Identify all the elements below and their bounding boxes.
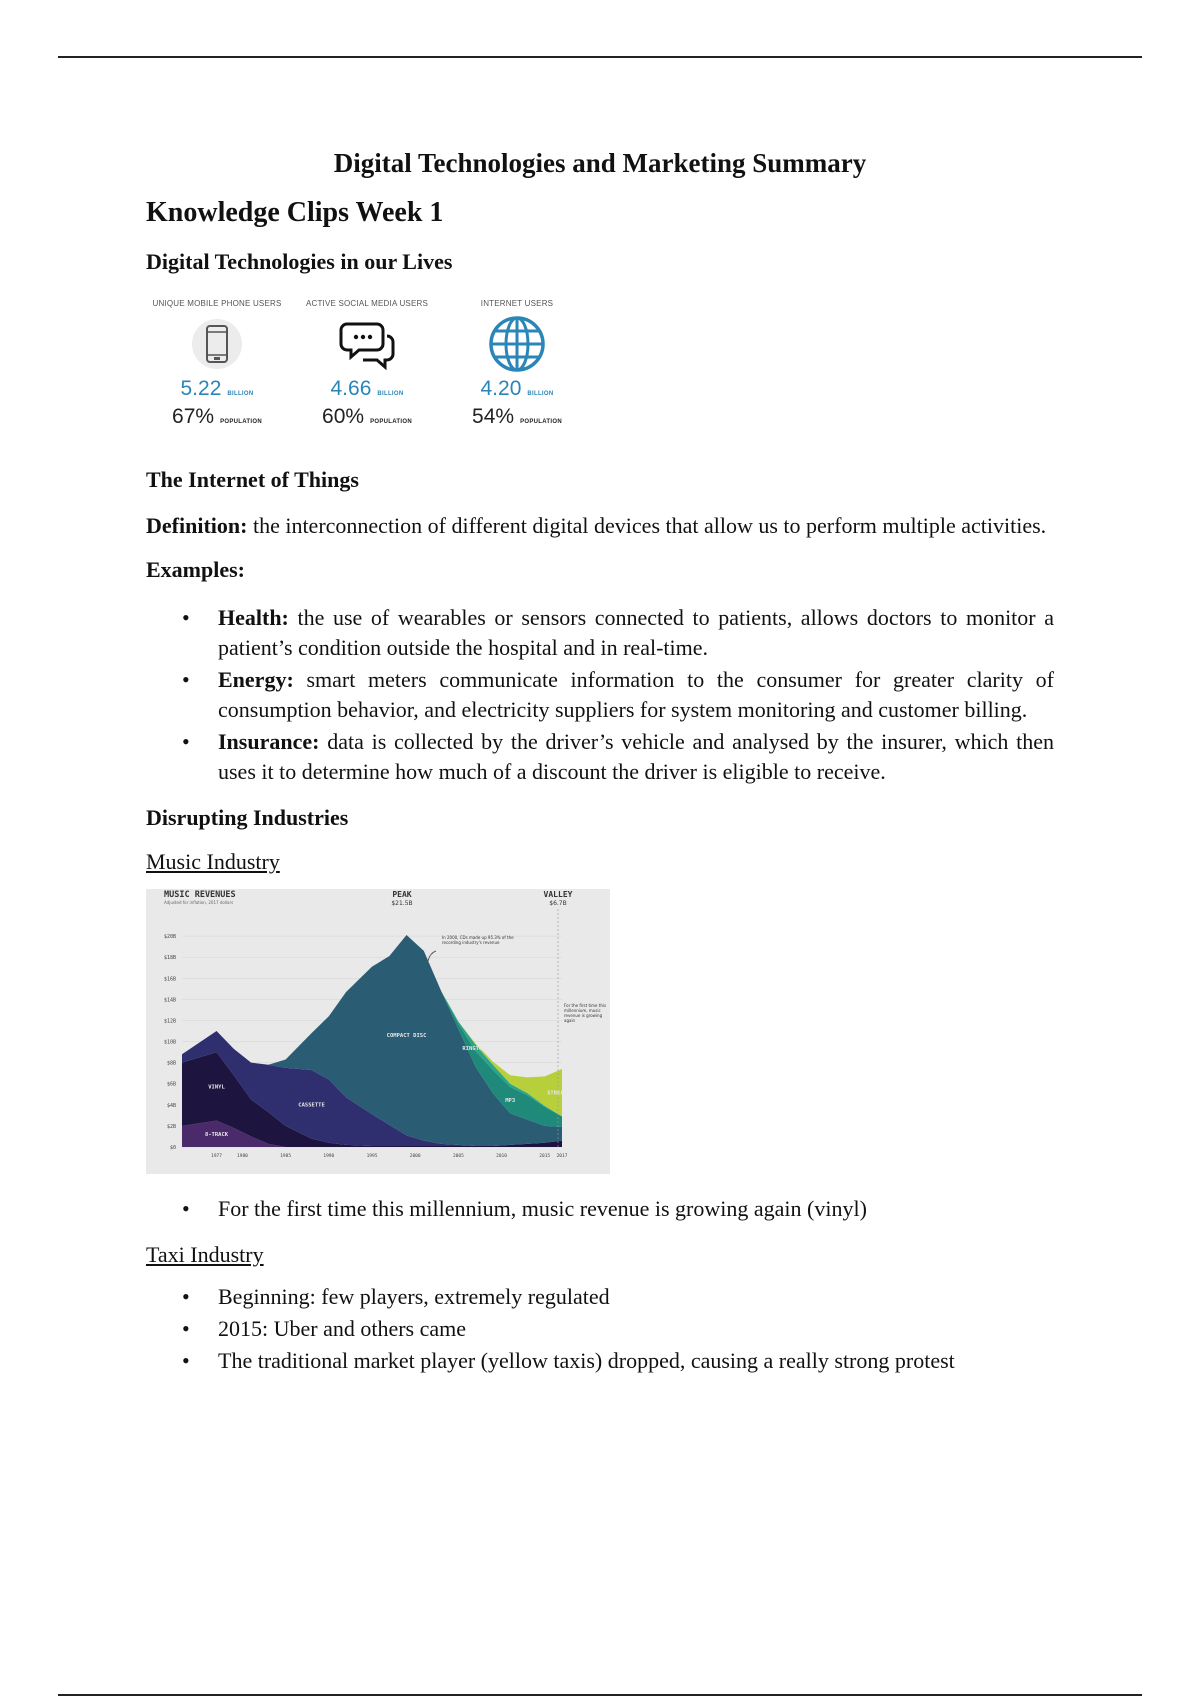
stat-value: 4.20 bbox=[480, 377, 522, 400]
series-label: CASSETTE bbox=[298, 1102, 325, 1109]
y-tick-label: $12B bbox=[163, 1018, 176, 1025]
stat-percent: 60% bbox=[322, 405, 365, 428]
definition-text: the interconnection of different digital devices that allow us to perform multiple activities. bbox=[247, 513, 1047, 538]
chart-canvas bbox=[146, 889, 610, 1174]
y-tick-label: $2B bbox=[166, 1123, 176, 1130]
y-tick-label: $0 bbox=[169, 1145, 176, 1151]
example-text: data is collected by the driver’s vehicle and analysed by the insurer, which then uses it to determine how much of a discount the driver is eligible to receive. bbox=[218, 729, 1054, 784]
series-label: STREAMING bbox=[547, 1090, 577, 1097]
valley-value: $6.7B bbox=[549, 900, 567, 907]
y-tick-label: $10B bbox=[163, 1039, 176, 1046]
section-heading-lives: Digital Technologies in our Lives bbox=[146, 249, 453, 274]
y-tick-label: $4B bbox=[166, 1102, 176, 1109]
stat-percent: 54% bbox=[472, 405, 515, 428]
document-title: Digital Technologies and Marketing Summary bbox=[333, 148, 867, 178]
stat-unit: BILLION bbox=[377, 391, 404, 397]
cd-annotation: In 2000, CDs made up 95.3% of the recording industry's revenue bbox=[442, 935, 514, 945]
series-label: VINYL bbox=[208, 1084, 225, 1091]
stat-unit: BILLION bbox=[227, 391, 254, 397]
y-tick-label: $18B bbox=[163, 955, 176, 962]
section-heading-disrupting: Disrupting Industries bbox=[146, 805, 349, 830]
example-text: smart meters communicate information to the consumer for greater clarity of consumption behavior, and electricity suppliers for system monitoring and customer billing. bbox=[218, 667, 1054, 722]
series-label: MP3 bbox=[505, 1098, 516, 1105]
example-text: the use of wearables or sensors connected to patients, allows doctors to monitor a patient’s condition outside the hospital and in real-time. bbox=[218, 605, 1054, 660]
series-label: 8-TRACK bbox=[204, 1131, 229, 1138]
stat-value: 5.22 bbox=[180, 377, 222, 400]
chart-subtitle: Adjusted for inflation, 2017 dollars bbox=[164, 900, 234, 905]
chat-bubbles-icon bbox=[292, 313, 442, 375]
mobile-phone-icon bbox=[142, 313, 292, 375]
y-tick-label: $20B bbox=[163, 934, 176, 941]
taxi-bullets bbox=[146, 1282, 1054, 1376]
x-tick-label: 2010 bbox=[496, 1154, 507, 1159]
top-rule bbox=[58, 56, 1142, 58]
stat-percent: 67% bbox=[172, 405, 215, 428]
section-heading-iot: The Internet of Things bbox=[146, 467, 359, 492]
x-tick-label: 2000 bbox=[409, 1154, 421, 1159]
x-tick-label: 1990 bbox=[323, 1154, 335, 1159]
definition-label: Definition: bbox=[146, 513, 248, 538]
example-term: Health: bbox=[218, 605, 289, 630]
stat-internet bbox=[442, 293, 592, 443]
x-tick-label: 2015 bbox=[539, 1154, 551, 1159]
globe-icon bbox=[442, 313, 592, 375]
x-tick-label: 2017 bbox=[556, 1154, 568, 1159]
x-tick-label: 1977 bbox=[211, 1154, 222, 1159]
x-tick-label: 2005 bbox=[452, 1154, 464, 1159]
stat-label: ACTIVE SOCIAL MEDIA USERS bbox=[305, 299, 429, 308]
peak-label: PEAK bbox=[392, 890, 412, 899]
x-tick-label: 1995 bbox=[366, 1154, 378, 1159]
growth-annotation: For the first time this millennium, music revenue is growing again bbox=[564, 1003, 607, 1023]
stat-unit: BILLION bbox=[527, 391, 554, 397]
list-item bbox=[146, 603, 1054, 663]
stat-label: UNIQUE MOBILE PHONE USERS bbox=[152, 299, 282, 308]
y-tick-label: $14B bbox=[163, 997, 176, 1004]
y-tick-label: $6B bbox=[166, 1081, 176, 1088]
stat-percent-unit: POPULATION bbox=[220, 419, 262, 425]
stat-mobile bbox=[142, 293, 292, 443]
examples-list bbox=[146, 603, 1054, 787]
series-label: RINGTONE bbox=[462, 1045, 489, 1052]
y-tick-label: $16B bbox=[163, 976, 176, 983]
taxi-industry-heading: Taxi Industry bbox=[146, 1242, 264, 1267]
stat-social bbox=[292, 293, 442, 443]
usage-stats-infographic bbox=[142, 293, 572, 443]
examples-label: Examples: bbox=[146, 557, 245, 582]
y-tick-label: $8B bbox=[166, 1060, 176, 1067]
music-revenue-chart bbox=[146, 889, 610, 1174]
peak-value: $21.5B bbox=[391, 900, 413, 907]
x-tick-label: 1985 bbox=[280, 1154, 292, 1159]
x-tick-label: 1980 bbox=[237, 1154, 248, 1159]
example-term: Insurance: bbox=[218, 729, 320, 754]
stat-value: 4.66 bbox=[330, 377, 372, 400]
list-item bbox=[146, 727, 1054, 787]
chart-title: MUSIC REVENUES bbox=[164, 890, 236, 900]
example-term: Energy: bbox=[218, 667, 294, 692]
list-item: • For the first time this millennium, music revenue is growing again (vinyl) bbox=[146, 1194, 1054, 1224]
list-item: • The traditional market player (yellow taxis) dropped, causing a really strong protest bbox=[146, 1346, 1054, 1376]
stat-percent-unit: POPULATION bbox=[370, 419, 412, 425]
week-heading: Knowledge Clips Week 1 bbox=[146, 197, 444, 228]
list-item bbox=[146, 665, 1054, 725]
music-bullets bbox=[146, 1194, 1054, 1224]
definition-paragraph bbox=[146, 511, 1054, 541]
list-item: • 2015: Uber and others came bbox=[146, 1314, 1054, 1344]
stat-label: INTERNET USERS bbox=[480, 299, 554, 308]
list-item: • Beginning: few players, extremely regulated bbox=[146, 1282, 1054, 1312]
music-industry-heading: Music Industry bbox=[146, 849, 280, 874]
series-label: COMPACT DISC bbox=[386, 1033, 427, 1040]
valley-label: VALLEY bbox=[543, 890, 573, 899]
stat-percent-unit: POPULATION bbox=[520, 419, 562, 425]
bottom-rule bbox=[58, 1694, 1142, 1696]
document-page bbox=[146, 140, 1054, 1390]
